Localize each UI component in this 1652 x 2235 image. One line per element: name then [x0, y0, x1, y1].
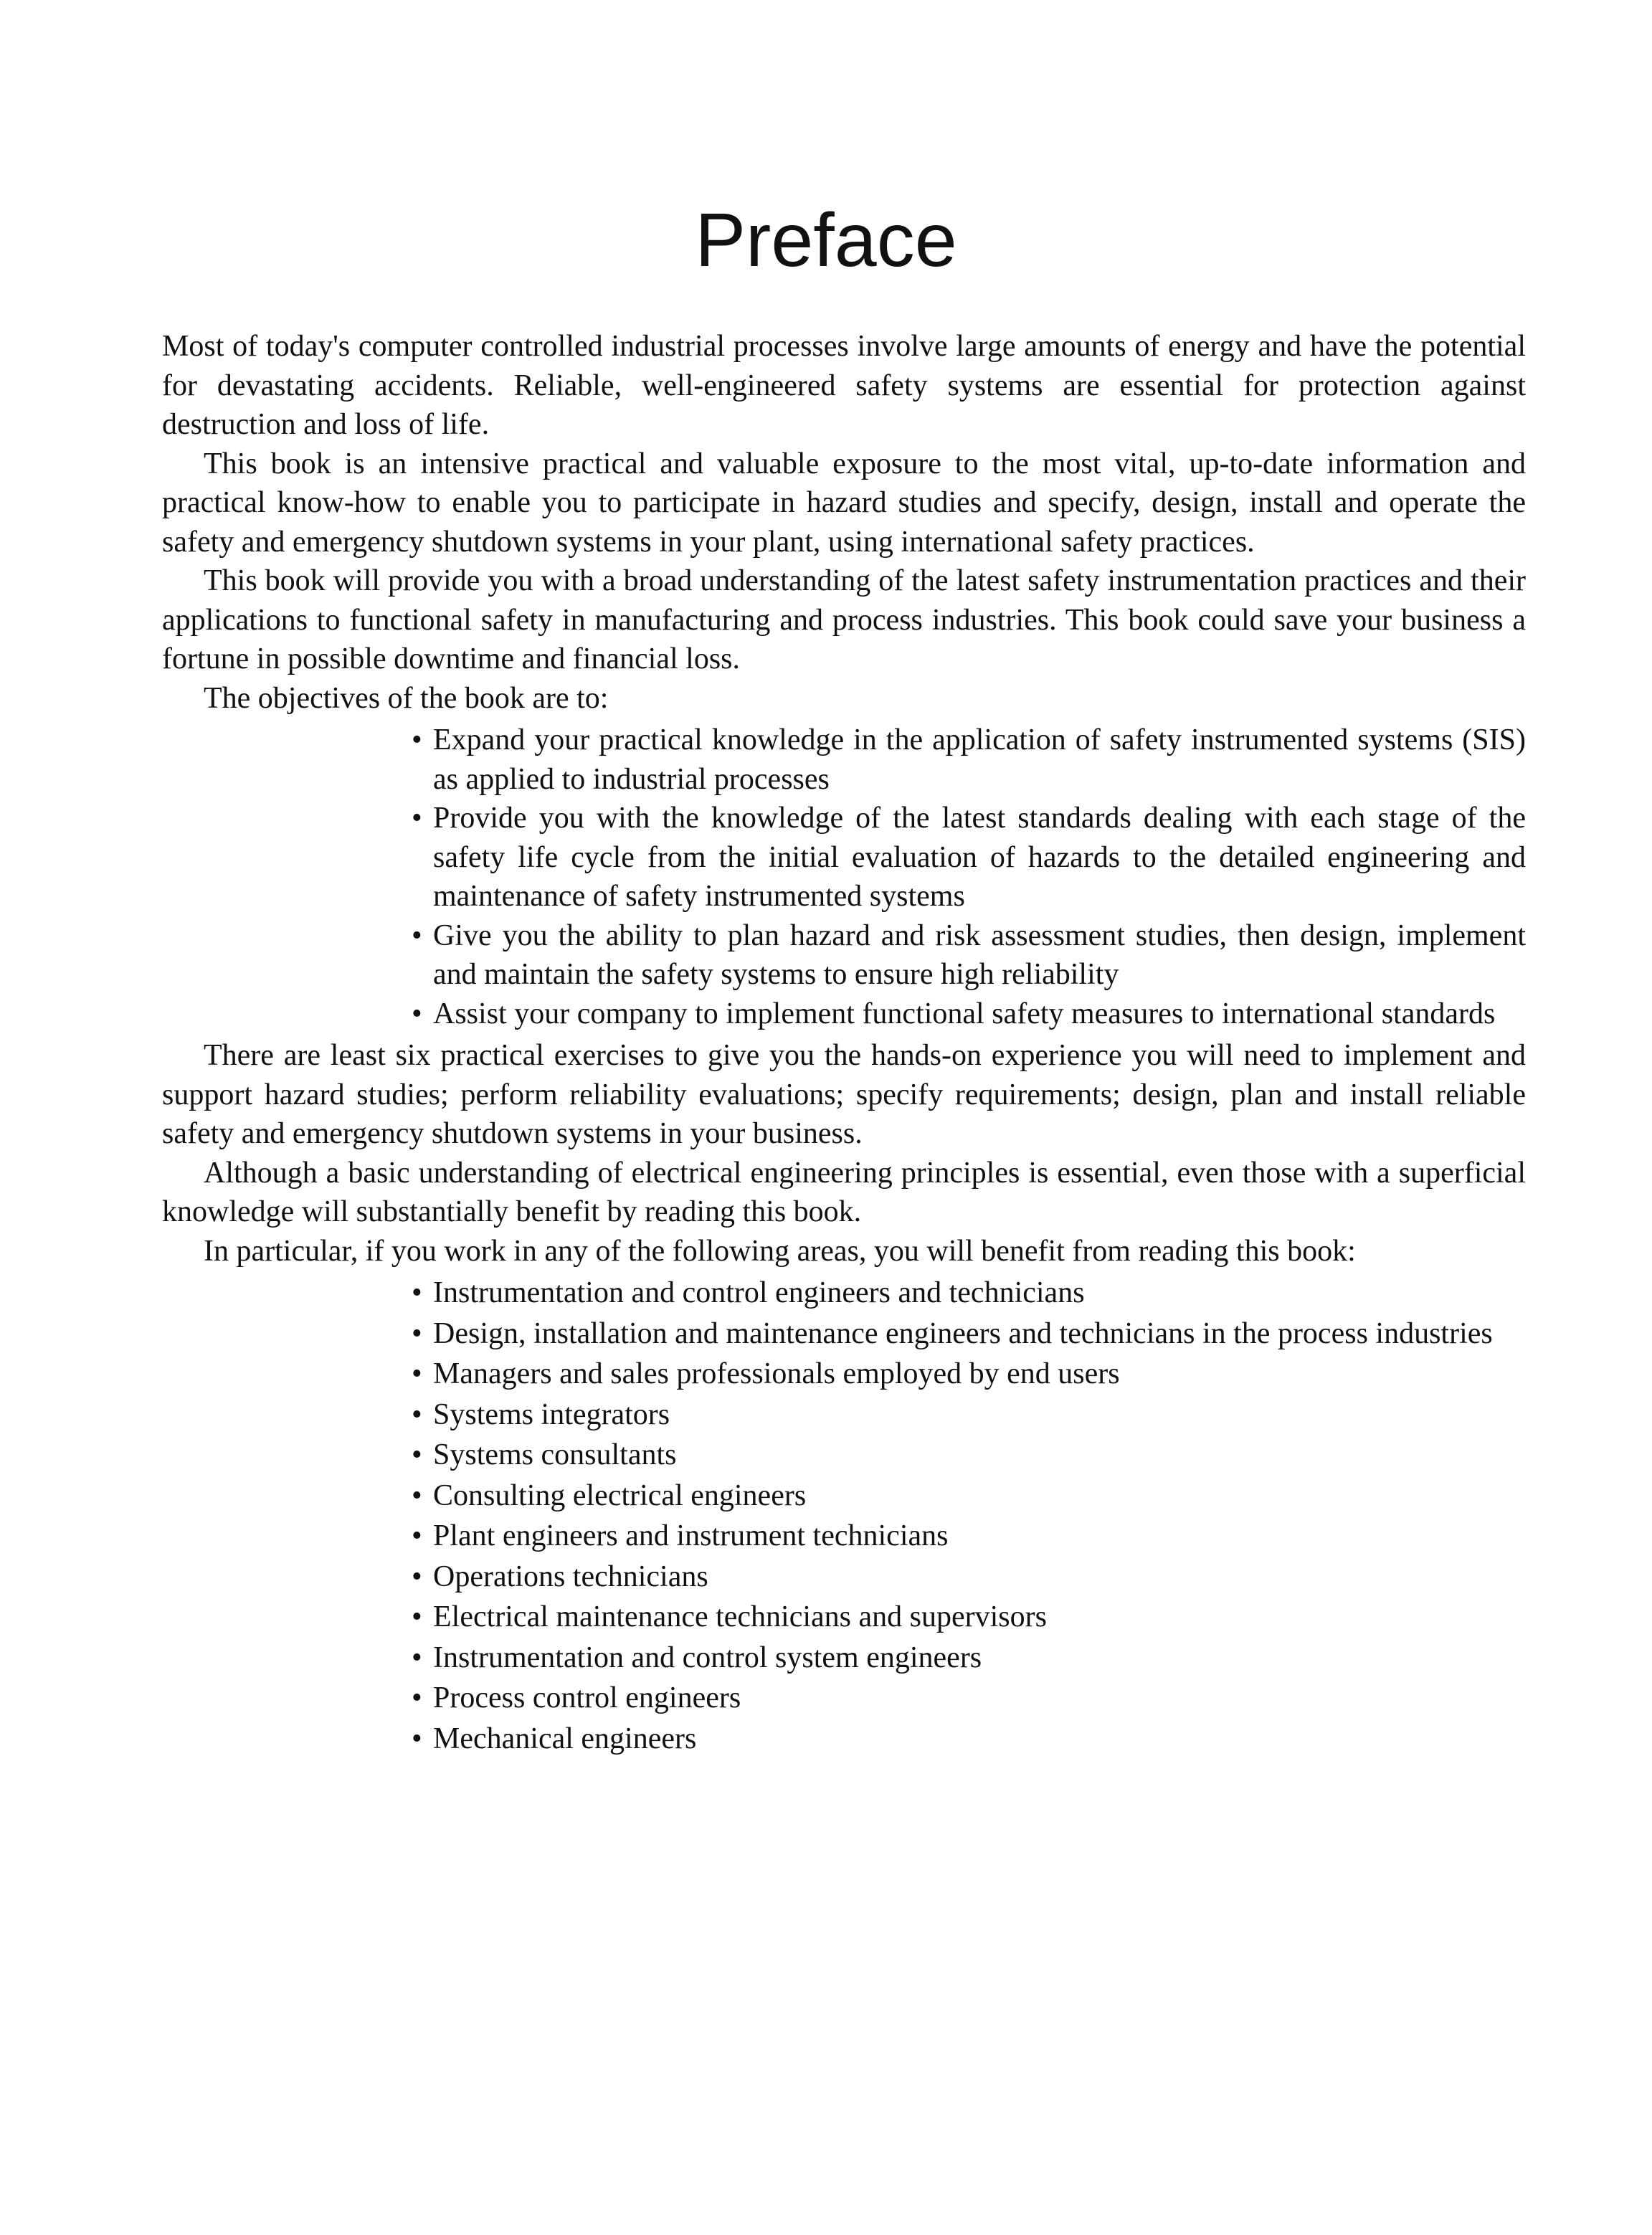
list-item-text: Give you the ability to plan hazard and risk assessment studies, then design, implement and maintain the safety systems to ensure high reliability: [433, 919, 1526, 991]
list-item-text: Plant engineers and instrument technicians: [433, 1519, 949, 1552]
list-item: [412, 1517, 1526, 1556]
list-item: [412, 1557, 1526, 1597]
bullet-icon: •: [412, 1316, 422, 1350]
list-item: [412, 1476, 1526, 1516]
bullet-icon: •: [412, 1438, 422, 1471]
preface-body: [162, 327, 1526, 1761]
paragraph: Most of today's computer controlled industrial processes involve large amounts of energy and have the potential for devastating accidents. Reliable, well-engineered safety systems are essential for protection against destruction and loss of life.: [162, 330, 1526, 441]
bullet-icon: •: [412, 1479, 422, 1512]
paragraph: In particular, if you work in any of the following areas, you will benefit from reading this book:: [204, 1234, 1356, 1268]
list-item-text: Electrical maintenance technicians and supervisors: [433, 1600, 1047, 1633]
list-item: [412, 1638, 1526, 1678]
list-item-text: Assist your company to implement functional safety measures to international standards: [433, 997, 1496, 1030]
paragraph: This book is an intensive practical and valuable exposure to the most vital, up-to-date information and practical know-how to enable you to participate in hazard studies and specify, design, install and operate the safety and emergency shutdown systems in your plant, using international safety practices.: [162, 447, 1526, 559]
list-item-text: Operations technicians: [433, 1560, 708, 1593]
bullet-icon: •: [412, 1681, 422, 1714]
bullet-icon: •: [412, 1398, 422, 1431]
list-item-text: Systems integrators: [433, 1398, 670, 1431]
bullet-icon: •: [412, 997, 422, 1030]
page-title: Preface: [695, 198, 957, 283]
list-item: [412, 1354, 1526, 1394]
bullet-icon: •: [412, 1519, 422, 1552]
list-item: [412, 1436, 1526, 1475]
list-item-text: Instrumentation and control system engineers: [433, 1641, 982, 1674]
list-item: [412, 1598, 1526, 1637]
list-item-text: Design, installation and maintenance engineers and technicians in the process industries: [433, 1316, 1493, 1350]
list-item-text: Process control engineers: [433, 1681, 741, 1714]
list-item-text: Expand your practical knowledge in the application of safety instrumented systems (SIS) as applied to industrial processes: [433, 723, 1526, 796]
paragraph: Although a basic understanding of electrical engineering principles is essential, even those with a superficial knowledge will substantially benefit by reading this book.: [162, 1156, 1526, 1228]
list-item: [412, 1395, 1526, 1435]
audience-list: [412, 1273, 1526, 1758]
list-item-text: Managers and sales professionals employed by end users: [433, 1357, 1120, 1390]
list-item: [412, 995, 1526, 1034]
bullet-icon: •: [412, 919, 422, 952]
list-item: [412, 1719, 1526, 1759]
paragraph: The objectives of the book are to:: [204, 681, 609, 715]
paragraph: This book will provide you with a broad understanding of the latest safety instrumentation practices and their applications to functional safety in manufacturing and process industries. This book could save your business a fortune in possible downtime and financial loss.: [162, 564, 1526, 675]
bullet-icon: •: [412, 723, 422, 756]
bullet-icon: •: [412, 1357, 422, 1390]
bullet-icon: •: [412, 1600, 422, 1633]
bullet-icon: •: [412, 1560, 422, 1593]
list-item: [412, 916, 1526, 995]
bullet-icon: •: [412, 1641, 422, 1674]
list-item: [412, 721, 1526, 799]
paragraph: There are least six practical exercises to give you the hands-on experience you will need to implement and support hazard studies; perform reliability evaluations; specify requirements; design, plan and install reliable safety and emergency shutdown systems in your business.: [162, 1039, 1526, 1150]
list-item-text: Mechanical engineers: [433, 1722, 697, 1755]
list-item-text: Provide you with the knowledge of the latest standards dealing with each stage of the safety life cycle from the initial evaluation of hazards to the detailed engineering and maintenance of safety instrumented systems: [433, 802, 1526, 913]
bullet-icon: •: [412, 1276, 422, 1309]
list-item: [412, 1679, 1526, 1718]
list-item-text: Consulting electrical engineers: [433, 1479, 807, 1512]
list-item-text: Instrumentation and control engineers and technicians: [433, 1276, 1085, 1309]
list-item: [412, 799, 1526, 916]
bullet-icon: •: [412, 1722, 422, 1755]
list-item: [412, 1314, 1526, 1354]
bullet-icon: •: [412, 802, 422, 835]
list-item: [412, 1273, 1526, 1313]
objectives-list: [412, 721, 1526, 1033]
list-item-text: Systems consultants: [433, 1438, 677, 1471]
